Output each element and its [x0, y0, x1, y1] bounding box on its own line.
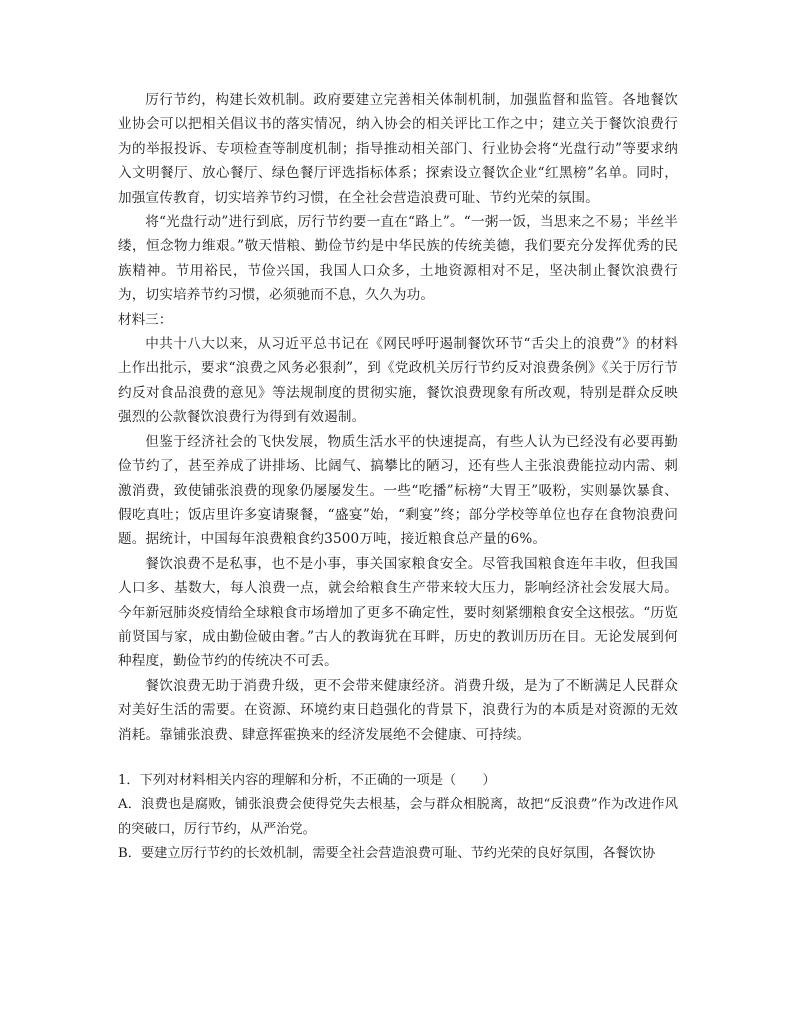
material3-label: 材料三： — [118, 311, 173, 328]
material3-paragraph-1: 中共十八大以来，从习近平总书记在《网民呼吁遏制餐饮环节“舌尖上的浪费”》的材料上作出批示，要求“浪费之风务必狠刹”，到《党政机关厉行节约反对浪费条例》《关于厉行节约反对食品浪费的意见》等法规制度的贯彻实施，餐饮浪费现象有所改观，特别是群众反映强烈的公款餐饮浪费行为得到有效遏制。 — [118, 336, 678, 426]
material3-paragraph-3: 餐饮浪费不是私事，也不是小事，事关国家粮食安全。尽管我国粮食连年丰收，但我国人口多、基数大，每人浪费一点，就会给粮食生产带来较大压力，影响经济社会发展大局。今年新冠肺炎疫情给全球粮食市场增加了更多不确定性，要时刻紧绷粮食安全这根弦。“历览前贤国与家，成由勤俭破由奢。”古人的教诲犹在耳畔，历史的教训历历在目。无论发展到何种程度，勤俭节约的传统决不可丢。 — [118, 555, 678, 670]
material3-paragraph-2: 但鉴于经济社会的飞快发展，物质生活水平的快速提高，有些人认为已经没有必要再勤俭节约了，甚至养成了讲排场、比阔气、搞攀比的陋习，还有些人主张浪费能拉动内需、刺激消费，致使铺张浪费的现象仍屡屡发生。一些“吃播”标榜“大胃王”吸粉，实则暴饮暴食、假吃真吐；饭店里许多宴请聚餐，“盛宴”始，“剩宴”终；部分学校等单位也存在食物浪费问题。据统计，中国每年浪费粮食约3500万吨，接近粮食总产量的6%。 — [118, 433, 678, 548]
option-b: B．要建立厉行节约的长效机制，需要全社会营造浪费可耻、节约光荣的良好氛围，各餐饮协 — [118, 846, 656, 862]
question-stem: 1．下列对材料相关内容的理解和分析，不正确的一项是（ ） — [118, 772, 496, 788]
document-page — [118, 88, 678, 867]
option-a: A．浪费也是腐败，铺张浪费会使得党失去根基，会与群众相脱离，故把“反浪费”作为改进作风的突破口，厉行节约，从严治党。 — [118, 797, 678, 837]
material3-paragraph-4: 餐饮浪费无助于消费升级，更不会带来健康经济。消费升级，是为了不断满足人民群众对美好生活的需要。在资源、环境约束日趋强化的背景下，浪费行为的本质是对资源的无效消耗。靠铺张浪费、肆意挥霍换来的经济发展绝不会健康、可持续。 — [118, 677, 678, 743]
material2-paragraph-1: 厉行节约，构建长效机制。政府要建立完善相关体制机制，加强监督和监管。各地餐饮业协会可以把相关倡议书的落实情况，纳入协会的相关评比工作之中；建立关于餐饮浪费行为的举报投诉、专项检查等制度机制；指导推动相关部门、行业协会将“光盘行动”等要求纳入文明餐厅、放心餐厅、绿色餐厅评选指标体系；探索设立餐饮企业“红黑榜”名单。同时，加强宣传教育，切实培养节约习惯，在全社会营造浪费可耻、节约光荣的氛围。 — [118, 92, 678, 206]
material2-paragraph-2: 将“光盘行动”进行到底，厉行节约要一直在“路上”。“一粥一饭，当思来之不易；半丝半缕，恒念物力维艰。”敬天惜粮、勤俭节约是中华民族的传统美德，我们要充分发挥优秀的民族精神。节用裕民，节俭兴国，我国人口众多，土地资源相对不足，坚决制止餐饮浪费行为，切实培养节约习惯，必须驰而不息，久久为功。 — [118, 214, 678, 304]
section-spacer — [118, 747, 678, 769]
